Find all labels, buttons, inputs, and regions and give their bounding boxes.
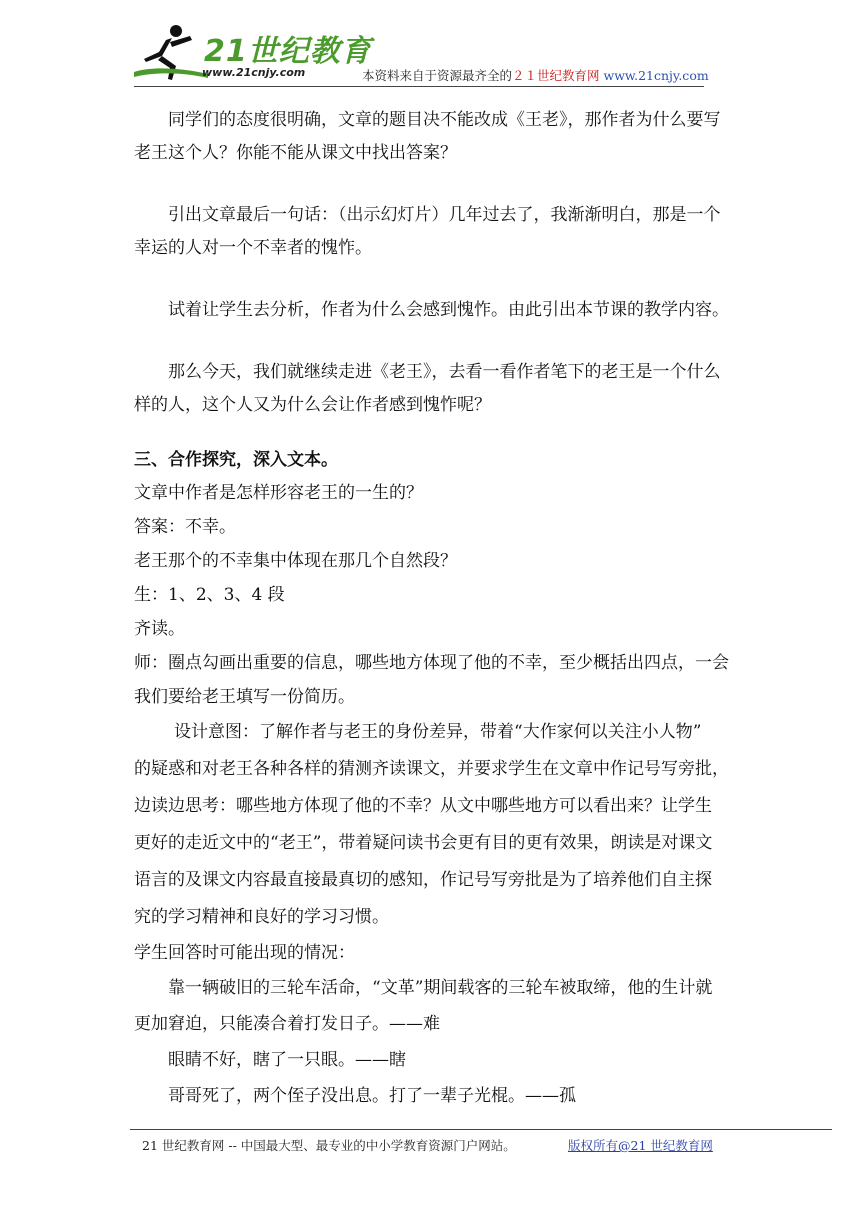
footer-divider xyxy=(130,1129,832,1130)
design-intent: 设计意图：了解作者与老王的身份差异，带着“大作家何以关注小人物” 的疑惑和对老王各种各样的猜测齐读课文，并要求学生在文章中作记号写旁批， 边读边思考：哪些地方体现了他的不幸？从文中哪些地方可以看出来？让学生 更好的走近文中的“老王”，带着疑问读书会更有目的更有效果，朗读是对课文 语言的及课文内容最直接最真切的感知，作记号写旁批是为了培养他们自主探 究的学习精神和良好的学习习惯。 xyxy=(134,722,729,927)
read-aloud: 齐读。 xyxy=(134,619,185,639)
logo-brand-text: 21世纪教育 xyxy=(204,34,372,69)
paragraph-2: 引出文章最后一句话：（出示幻灯片）几年过去了，我渐渐明白，那是一个 幸运的人对一个不幸者的愧怍。 xyxy=(134,205,721,258)
answer-2: 生：1、2、3、4 段 xyxy=(134,585,285,605)
footer-copyright-link[interactable]: 版权所有@21 世纪教育网 xyxy=(568,1138,713,1153)
logo-url-text: www.21cnjy.com xyxy=(202,66,306,79)
header-source-line xyxy=(362,66,709,84)
situation-1: 靠一辆破旧的三轮车活命，“文革”期间载客的三轮车被取缔，他的生计就 更加窘迫，只能凑合着打发日子。——难 xyxy=(134,978,713,1034)
footer-site-description: 21 世纪教育网 -- 中国最大型、最专业的中小学教育资源门户网站。 xyxy=(142,1138,516,1153)
header-source-site: ２１世纪教育网 xyxy=(512,68,600,83)
header-source-prefix: 本资料来自于资源最齐全的 xyxy=(362,68,513,83)
page-header xyxy=(0,0,860,96)
situation-2: 眼睛不好，瞎了一只眼。——瞎 xyxy=(168,1050,406,1070)
paragraph-1: 同学们的态度很明确，文章的题目决不能改成《王老》，那作者为什么要写 老王这个人？你能不能从课文中找出答案？ xyxy=(134,110,721,163)
section-heading: 三、合作探究，深入文本。 xyxy=(134,450,338,470)
header-source-url[interactable]: www.21cnjy.com xyxy=(603,68,709,83)
site-logo xyxy=(132,22,372,86)
paragraph-4: 那么今天，我们就继续走进《老王》，去看一看作者笔下的老王是一个什么 样的人，这个人又为什么会让作者感到愧怍呢？ xyxy=(134,362,721,415)
answer-1: 答案：不幸。 xyxy=(134,517,236,537)
document-body xyxy=(134,104,734,1114)
header-divider xyxy=(134,86,704,87)
question-1: 文章中作者是怎样形容老王的一生的？ xyxy=(134,483,423,503)
situation-3: 哥哥死了，两个侄子没出息。打了一辈子光棍。——孤 xyxy=(168,1086,576,1106)
running-figure-icon xyxy=(132,22,210,84)
teacher-instruction: 师：圈点勾画出重要的信息，哪些地方体现了他的不幸，至少概括出四点，一会 我们要给老王填写一份简历。 xyxy=(134,653,729,707)
question-2: 老王那个的不幸集中体现在那几个自然段？ xyxy=(134,551,457,571)
paragraph-3: 试着让学生去分析，作者为什么会感到愧怍。由此引出本节课的教学内容。 xyxy=(168,300,729,320)
possible-situations: 学生回答时可能出现的情况： xyxy=(134,943,355,963)
